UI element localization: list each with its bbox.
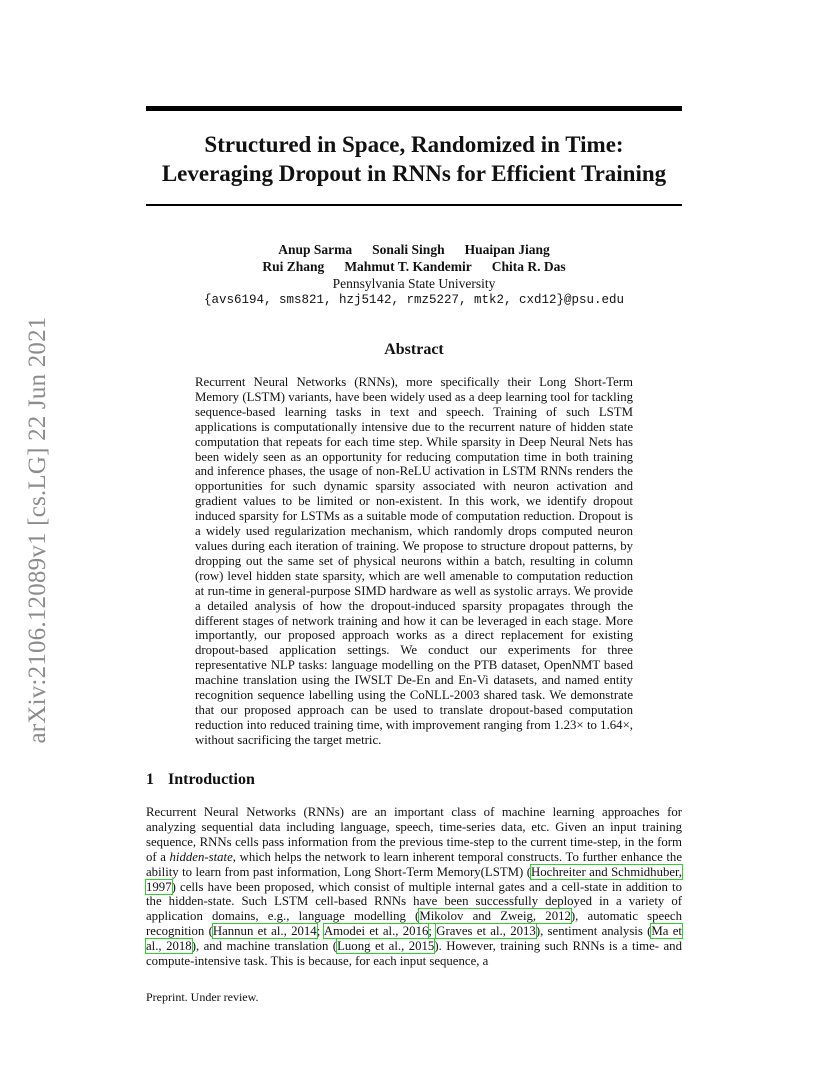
citation-link[interactable]: Amodei et al., 2016 (323, 924, 429, 939)
citation-link[interactable]: Hannun et al., 2014 (212, 924, 317, 939)
author-name: Rui Zhang (262, 259, 325, 274)
author-name: Sonali Singh (372, 242, 445, 257)
author-emails: {avs6194, sms821, hzj5142, rmz5227, mtk2, cxd12}@psu.edu (203, 293, 625, 307)
intro-emphasis: hidden-state (169, 849, 233, 864)
author-name: Chita R. Das (491, 259, 566, 274)
authors-row-2 (146, 258, 682, 275)
arxiv-identifier: arXiv:2106.12089v1 [cs.LG] 22 Jun 2021 (24, 316, 51, 744)
section-number: 1 (146, 771, 154, 788)
intro-text: ) cells have been proposed, which consist of multiple internal gates and a cell-state in addition to the hidden-state. Such LSTM cell-based RNNs have been successfully deployed in a variety of application domains, e.g., language modelling ( (146, 879, 682, 924)
title-bottom-rule (146, 204, 682, 206)
section-title: Introduction (168, 771, 255, 788)
intro-text: ), automatic speech recognition ( (146, 909, 682, 939)
author-block (146, 241, 682, 309)
intro-text: ; (316, 924, 324, 939)
citation-link[interactable]: Graves et al., 2013 (436, 924, 536, 939)
intro-text: ). However, training such RNNs is a time- and compute-intensive task. This is because, for each input sequence, a (146, 939, 682, 969)
citation-link[interactable]: Mikolov and Zweig, 2012 (419, 909, 571, 924)
author-name: Mahmut T. Kandemir (344, 259, 472, 274)
citation-link[interactable]: Hochreiter and Schmidhuber, 1997 (146, 864, 682, 894)
author-name: Huaipan Jiang (464, 242, 550, 257)
paper-title (146, 130, 682, 188)
intro-text: , which helps the network to learn inherent temporal constructs. To further enhance the ability to learn from past information, Long Short-Term Memory(LSTM) ( (146, 849, 682, 879)
section-heading (146, 771, 255, 789)
introduction-paragraph (146, 805, 682, 969)
intro-text: ; (428, 924, 437, 939)
citation-link[interactable]: Luong et al., 2015 (337, 939, 435, 954)
affiliation: Pennsylvania State University (332, 276, 496, 291)
intro-text: ), sentiment analysis ( (535, 924, 652, 939)
abstract-text: Recurrent Neural Networks (RNNs), more specifically their Long Short-Term Memory (LSTM) variants, have been widely used as a deep learning tool for tackling sequence-based learning tasks in text and speech. Training of such LSTM applications is computationally intensive due to the recurrent nature of hidden state computation that repeats for each time step. While sparsity in Deep Neural Nets has been widely seen as an opportunity for reducing computation time in both training and inference phases, the usage of non-ReLU activation in LSTM RNNs renders the opportunities for such dynamic sparsity associated with neuron activation and gradient values to be limited or non-existent. In this work, we identify dropout induced sparsity for LSTMs as a suitable mode of computation reduction. Dropout is a widely used regularization mechanism, which randomly drops computed neuron values during each iteration of training. We propose to structure dropout patterns, by dropping out the same set of physical neurons within a batch, resulting in column (row) level hidden state sparsity, which are well amenable to computation reduction at run-time in general-purpose SIMD hardware as well as systolic arrays. We provide a detailed analysis of how the dropout-induced sparsity propagates through the different stages of network training and how it can be leveraged in each stage. More importantly, our proposed approach works as a direct replacement for existing dropout-based application settings. We conduct our experiments for three representative NLP tasks: language modelling on the PTB dataset, OpenNMT based machine translation using the IWSLT De-En and En-Vi datasets, and named entity recognition sequence labelling using the CoNLL-2003 shared task. We demonstrate that our proposed approach can be used to translate dropout-based computation reduction into reduced training time, with improvement ranging from 1.23× to 1.64×, without sacrificing the target metric. (195, 375, 633, 747)
citation-link[interactable]: Ma et al., 2018 (146, 924, 682, 954)
author-name: Anup Sarma (278, 242, 353, 257)
title-line-1: Structured in Space, Randomized in Time: (204, 132, 624, 157)
page-footer: Preprint. Under review. (146, 990, 259, 1004)
title-top-rule (146, 106, 682, 111)
title-line-2: Leveraging Dropout in RNNs for Efficient Training (161, 161, 667, 186)
intro-text: Recurrent Neural Networks (RNNs) are an important class of machine learning approaches for analyzing sequential data including language, speech, time-series data, etc. Given an input training sequence, RNNs cells pass information from the previous time-step to the current time-step, in the form of a (146, 805, 682, 864)
abstract-heading: Abstract (384, 341, 444, 358)
authors-row-1 (146, 241, 682, 258)
intro-text: ), and machine translation ( (191, 939, 338, 954)
